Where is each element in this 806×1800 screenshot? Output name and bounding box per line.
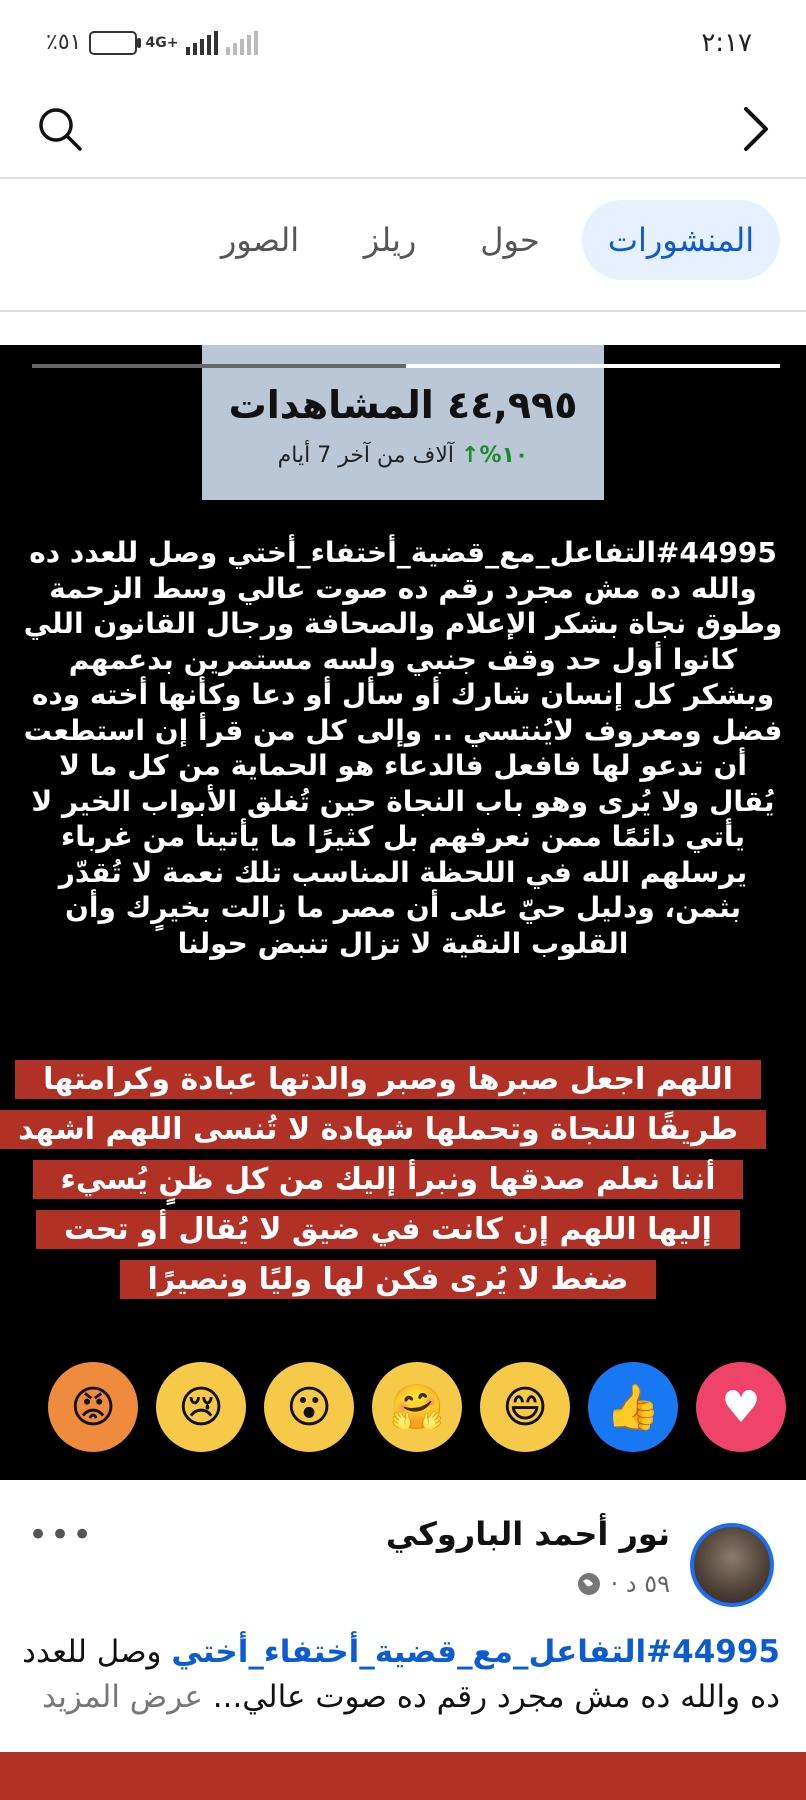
chevron-right-icon[interactable] (740, 105, 770, 153)
post-caption (18, 1630, 780, 1720)
post-image-text: #44995التفاعل_مع_قضية_أختفاء_أختي وصل للعدد ده والله ده مش مجرد رقم ده صوت عالي وسط الزحمة وطوق نجاة بشكر الإعلام والصحافة ورجال القانون اللي كانوا أول حد وقف جنبي ولسه مستمرين بدعمهم وبشكر كل إنسان شارك أو سأل أو دعا وكأنها أخته وده فضل ومعروف لايُنتسي .. وإلى كل من قرأ إن استطعت أن تدعو لها فافعل فالدعاء هو الحماية من كل ما لا يُقال ولا يُرى وهو باب النجاة حين تُغلق الأبواب الخير لا يأتي دائمًا ممن نعرفهم بل كثيرًا ما يأتينا من غرباء يرسلهم الله في اللحظة المناسب تلك نعمة لا تُقدّر بثمن، ودليل حيّ على أن مصر ما زالت بخيرٍك وأن القلوب النقية لا تزال تنبض حولنا (23, 536, 783, 960)
views-subtitle (202, 443, 604, 468)
reaction-angry[interactable] (48, 1362, 138, 1452)
search-icon[interactable] (36, 105, 84, 153)
battery-percent: ٪٥١ (46, 30, 82, 55)
views-count: ٤٤,٩٩٥ المشاهدات (228, 383, 578, 427)
battery-icon (89, 31, 137, 55)
status-time: ٢:١٧ (701, 28, 752, 58)
views-card (202, 345, 604, 500)
author-name[interactable]: نور أحمد الباروكي (385, 1515, 670, 1553)
reaction-wow[interactable] (264, 1362, 354, 1452)
reaction-like[interactable] (588, 1362, 678, 1452)
signal-icon (186, 31, 218, 55)
top-nav-bar (0, 95, 806, 179)
thumbs-up-icon: 👍 (605, 1382, 661, 1433)
care-icon: 🤗 (389, 1382, 445, 1433)
prayer-text (10, 1055, 766, 1305)
next-post-preview (0, 1752, 806, 1800)
heart-icon: ♥ (721, 1381, 761, 1433)
tab-posts[interactable]: المنشورات (582, 200, 780, 280)
tab-photos[interactable]: الصور (220, 221, 300, 259)
globe-icon (577, 1572, 601, 1596)
more-options-icon[interactable]: ••• (28, 1515, 95, 1555)
views-period: آلاف من آخر 7 أيام (277, 443, 462, 468)
caption-text: وصل للعدد ده والله ده مش مجرد رقم ده صوت عالي... (22, 1634, 780, 1715)
divider (0, 310, 806, 312)
avatar[interactable] (690, 1523, 774, 1607)
story-progress-fill (406, 364, 780, 368)
profile-tabs (0, 200, 806, 290)
network-type: 4G+ (145, 34, 179, 51)
story-progress-bar (32, 364, 780, 368)
post-meta (577, 1570, 670, 1598)
reaction-love[interactable] (696, 1362, 786, 1452)
reaction-sad[interactable] (156, 1362, 246, 1452)
angry-icon: 😡 (70, 1381, 116, 1433)
reaction-haha[interactable] (480, 1362, 570, 1452)
sad-icon: 😢 (178, 1381, 224, 1433)
tab-about[interactable]: حول (480, 221, 540, 259)
status-icons (46, 30, 258, 55)
post-time: ٥٩ د · (610, 1570, 670, 1598)
wow-icon: 😮 (286, 1381, 332, 1433)
views-change: ١٠%↑ (461, 443, 529, 468)
signal-2-icon (226, 31, 258, 55)
post-image[interactable] (0, 345, 806, 1480)
caption-hashtag[interactable]: #44995التفاعل_مع_قضية_أختفاء_أختي (171, 1634, 780, 1670)
reactions-bar (46, 1362, 786, 1458)
see-more-link[interactable]: عرض المزيد (41, 1679, 203, 1715)
prayer-text-content: اللهم اجعل صبرها وصبر والدتها عبادة وكرامتها طريقًا للنجاة وتحملها شهادة لا تُنسى اللهم اشهد أننا نعلم صدقها ونبرأ إليك من كل ظنٍ يُسيء إليها اللهم إن كانت في ضيق لا يُقال أو تحت ضغط لا يُرى فكن لها وليًا ونصيرًا (0, 1060, 766, 1299)
laugh-icon: 😄 (502, 1381, 548, 1433)
tab-reels[interactable]: ريلز (363, 221, 417, 259)
reaction-care[interactable] (372, 1362, 462, 1452)
